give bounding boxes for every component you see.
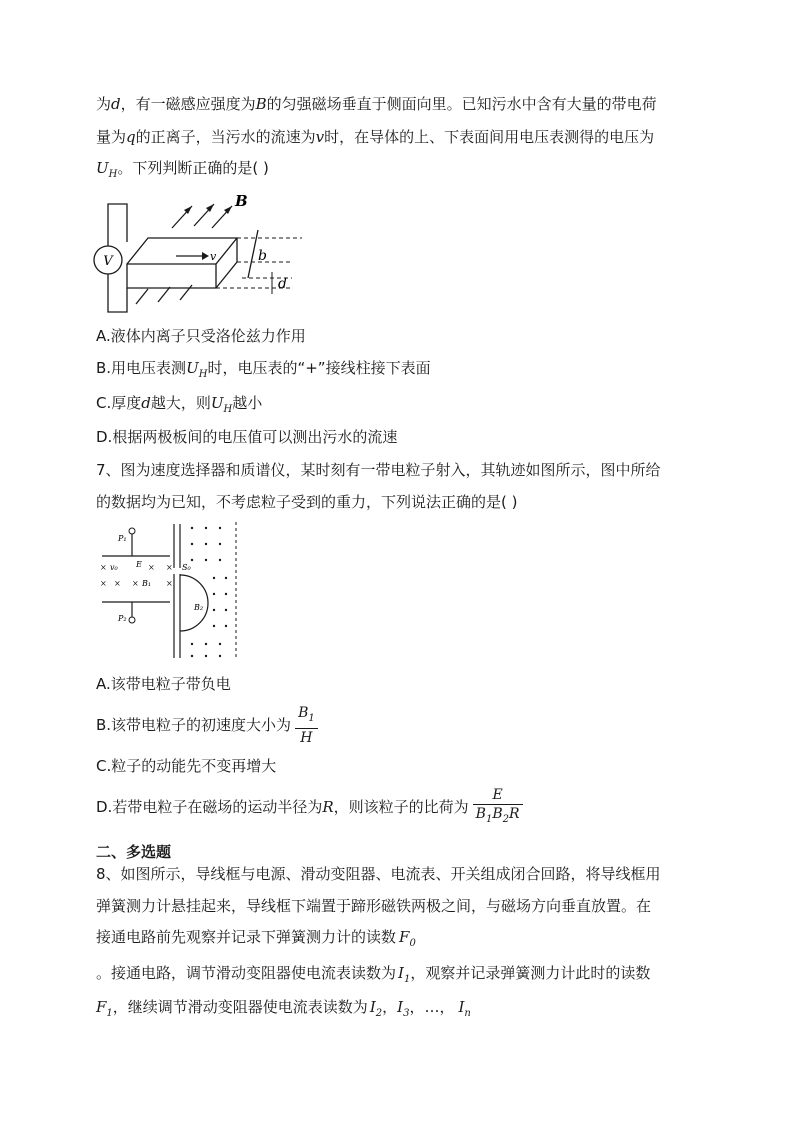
label-B1: B₁ — [142, 579, 152, 588]
q7-option-d: D.若带电粒子在磁场的运动半径为R，则该粒子的比荷为 $\frac{E}{B_1B_2R}$ — [96, 786, 523, 826]
label-P2: P₂ — [118, 614, 127, 623]
q7-line-2: 的数据均为已知，不考虑粒子受到的重力，下列说法正确的是( ) — [96, 493, 518, 511]
fraction-e-over-b1b2r: $\frac{E}{B_1B_2R}$ — [473, 786, 523, 829]
label-B: B — [235, 192, 248, 210]
svg-text:×: × — [132, 579, 139, 588]
svg-text:×: × — [166, 563, 173, 572]
label-b: b — [258, 248, 267, 264]
q8-line-3: 接通电路前先观察并记录下弹簧测力计的读数 $F_0$ — [96, 928, 416, 949]
svg-text:×: × — [148, 563, 155, 572]
q6-option-a: A.液体内离子只受洛伦兹力作用 — [96, 327, 306, 345]
q7-option-c: C.粒子的动能先不变再增大 — [96, 757, 277, 775]
label-v0: v₀ — [110, 563, 118, 572]
q7-line-1: 7、图为速度选择器和质谱仪，某时刻有一带电粒子射入，其轨迹如图所示，图中所给 — [96, 461, 661, 479]
q8-line-1: 8、如图所示，导线框与电源、滑动变阻器、电流表、开关组成闭合回路，将导线框用 — [96, 865, 661, 883]
q7-option-a: A.该带电粒子带负电 — [96, 675, 231, 693]
svg-text:×: × — [114, 579, 121, 588]
fraction-b1-over-h: $\frac{B_1}{H}$ — [295, 704, 318, 747]
q6-option-d: D.根据两极板间的电压值可以测出污水的流速 — [96, 428, 398, 446]
q7-option-b: B.该带电粒子的初速度大小为 $\frac{B_1}{H}$ — [96, 704, 318, 744]
label-S0: S₀ — [182, 563, 191, 572]
q8-line-5: $F_1$，继续调节滑动变阻器使电流表读数为 $I_2$，$I_3$，…， $I_n$ — [96, 998, 471, 1019]
q6-line-1: 为d，有一磁感应强度为B的匀强磁场垂直于侧面向里。已知污水中含有大量的带电荷 — [96, 95, 657, 113]
section-heading-multiple-choice: 二、多选题 — [96, 843, 172, 861]
label-P1: P₁ — [118, 534, 127, 543]
label-B2: B₂ — [194, 603, 204, 612]
label-d: d — [278, 276, 287, 292]
q6-line-2: 量为q的正离子，当污水的流速为v时，在导体的上、下表面间用电压表测得的电压为 — [96, 128, 655, 146]
q6-option-c: C.厚度d越大，则$U_H$越小 — [96, 394, 263, 415]
q8-line-4: 。接通电路，调节滑动变阻器使电流表读数为 $I_1$，观察并记录弹簧测力计此时的读数 — [96, 964, 651, 985]
q8-line-2: 弹簧测力计悬挂起来，导线框下端置于蹄形磁铁两极之间，与磁场方向垂直放置。在 — [96, 897, 652, 915]
q6-figure-hall-conductor — [92, 190, 312, 316]
svg-text:×: × — [100, 563, 107, 572]
q6-line-3: $U_H$。下列判断正确的是( ) — [96, 159, 269, 180]
q7-figure-velocity-selector — [96, 520, 246, 662]
label-E: E — [136, 560, 142, 569]
svg-text:×: × — [100, 579, 107, 588]
svg-text:×: × — [166, 579, 173, 588]
q6-option-b: B.用电压表测$U_H$时，电压表的“+”接线柱接下表面 — [96, 359, 431, 380]
label-v: v — [210, 250, 217, 263]
voltmeter-label: V — [103, 254, 113, 269]
